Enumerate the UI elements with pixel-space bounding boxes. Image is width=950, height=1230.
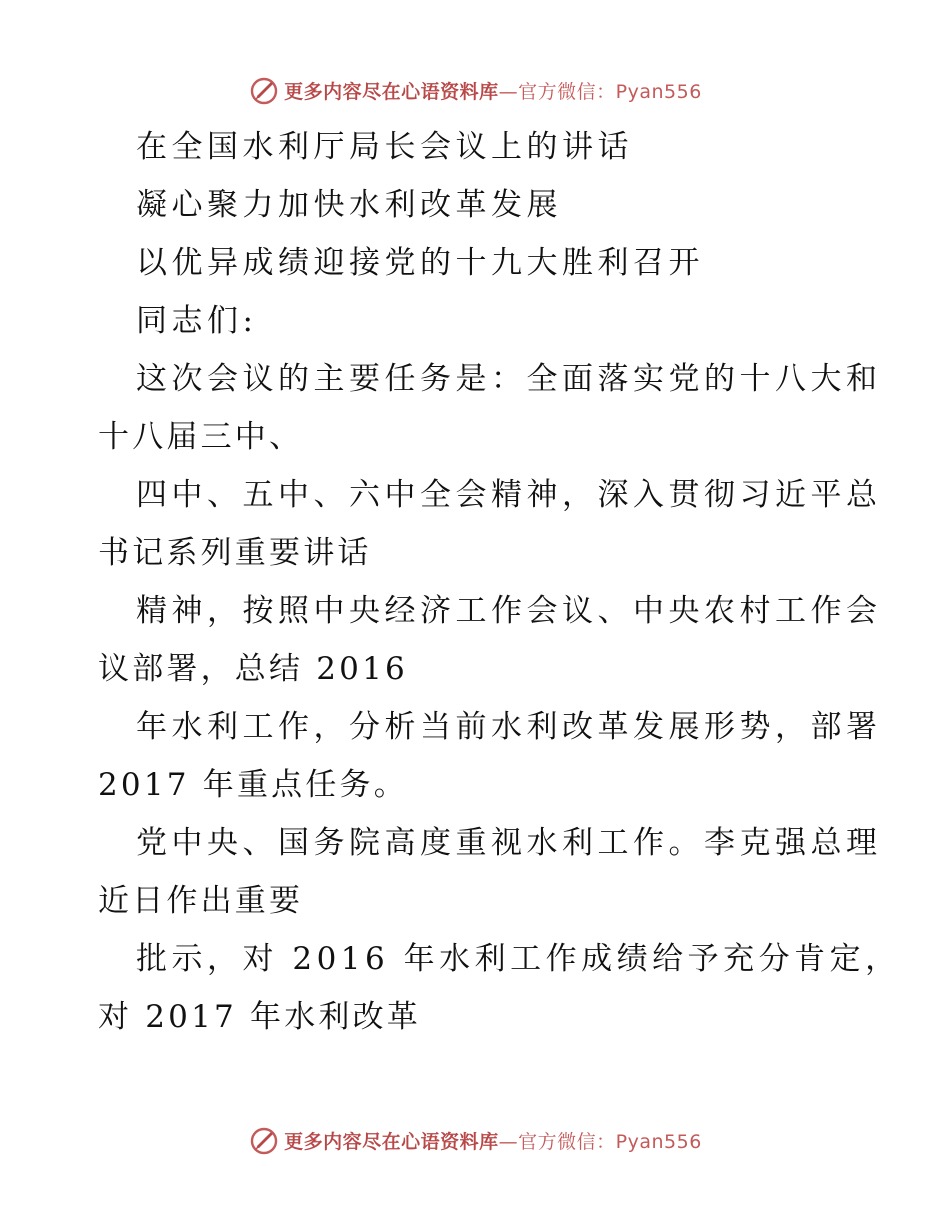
- footer-watermark-content: [248, 1124, 702, 1156]
- doc-paragraph-line: 议部署，总结 2016: [98, 651, 408, 687]
- footer-watermark-suffix: —官方微信：Pyan556: [498, 1130, 702, 1153]
- footer-watermark: [0, 1120, 950, 1160]
- doc-paragraph-line: 年水利工作，分析当前水利改革发展形势，部署: [136, 709, 882, 745]
- doc-title-line-2: 凝心聚力加快水利改革发展: [136, 187, 562, 223]
- header-watermark: [0, 70, 950, 110]
- header-watermark-content: [248, 74, 702, 106]
- header-watermark-suffix: —官方微信：Pyan556: [498, 80, 702, 103]
- doc-paragraph-line: 四中、五中、六中全会精神，深入贯彻习近平总: [136, 477, 882, 513]
- doc-paragraph-line: 书记系列重要讲话: [98, 535, 372, 571]
- doc-paragraph-line: 对 2017 年水利改革: [98, 999, 421, 1035]
- doc-title-line-3: 以优异成绩迎接党的十九大胜利召开: [136, 245, 704, 281]
- footer-watermark-brand: 更多内容尽在心语资料库: [284, 1130, 499, 1153]
- header-watermark-text: [284, 77, 702, 104]
- quill-circle-logo-icon: [248, 1124, 280, 1156]
- footer-watermark-text: [284, 1127, 702, 1154]
- doc-salutation: 同志们:: [136, 303, 258, 339]
- doc-paragraph-line: 十八届三中、: [98, 419, 304, 455]
- doc-title-line-1: 在全国水利厅局长会议上的讲话: [136, 129, 633, 165]
- quill-circle-logo-icon: [248, 74, 280, 106]
- header-watermark-brand: 更多内容尽在心语资料库: [284, 80, 499, 103]
- doc-paragraph-line: 批示，对 2016 年水利工作成绩给予充分肯定，: [136, 941, 901, 977]
- document-body: [98, 118, 901, 1046]
- doc-paragraph-line: 党中央、国务院高度重视水利工作。李克强总理: [136, 825, 882, 861]
- doc-paragraph-line: 近日作出重要: [98, 883, 304, 919]
- doc-paragraph-line: 这次会议的主要任务是：全面落实党的十八大和: [136, 361, 882, 397]
- doc-paragraph-line: 精神，按照中央经济工作会议、中央农村工作会: [136, 593, 882, 629]
- doc-paragraph-line: 2017 年重点任务。: [98, 767, 408, 803]
